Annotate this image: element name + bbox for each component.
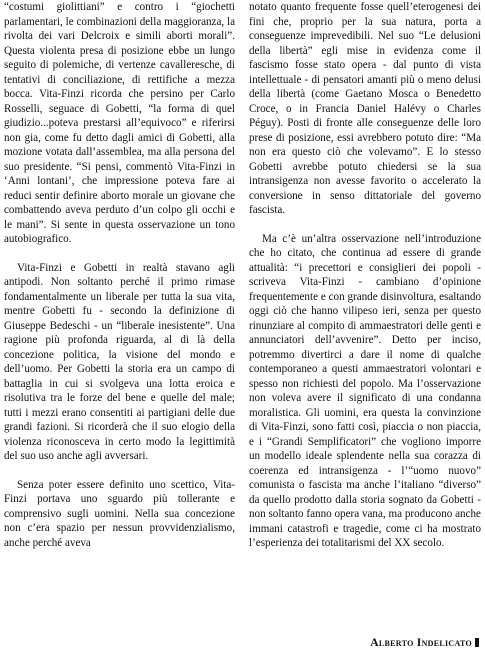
paragraph: notato quanto frequente fosse quell’eterogenesi dei fini che, proprio per la sua natura, porta a conseguenze imprevedibili. Nel suo “Le delusioni della libertà” egli mise in evidenza come il fascismo fosse stato opera - dal punto di vista intellettuale - di pensatori amanti più o meno delusi della libertà (come Gaetano Mosca o Benedetto Croce, o in Francia Daniel Halévy o Charles Péguy). Posti di fronte alle conseguenze delle loro prese di posizione, essi avrebbero potuto dire: “Ma non era questo ciò che volevamo”. E lo stesso Gobetti avrebbe potuto chiedersi se la sua intransigenza non avesse favorito o accelerato la conversione in senso dittatoriale del governo fascista. (249, 1, 481, 216)
author-name: Alberto Indelicato (370, 637, 472, 649)
paragraph: Ma c’è un’altra osservazione nell’introduzione che ho citato, che continua ad essere di grande attualità: “i precettori e consiglieri dei popoli - scriveva Vita-Finzi - cambiano d’opinione frequentemente e con grande disinvoltura, esaltando oggi ciò che hanno vilipeso ieri, senza per questo rinunziare al compito di ammaestratori delle genti e annunciatori dell’avvenire”. Detto per inciso, potremmo divertirci a dare il nome di qualche contemporaneo a questi ammaestratori volontari e spesso non richiesti del popolo. Ma l’osservazione non voleva avere il significato di una condanna moralistica. Gli uomini, era questa la convinzione di Vita-Finzi, sono fatti così, piaccia o non piaccia, e i “Grandi Semplificatori” che vogliono imporre un modello ideale splendente nella sua corazza di coerenza ed intransigenza - l’“uomo nuovo” comunista o fascista ma anche l’italiano “diverso” da quello prodotto dalla storia sognato da Gobetti - non soltanto fanno opera vana, ma producono anche immani catastrofi e tragedie, come ci ha mostrato l’esperienza dei totalitarismi del XX secolo. (249, 232, 481, 549)
article-column-right (249, 0, 481, 551)
end-of-article-mark (475, 638, 479, 647)
author-byline (370, 637, 479, 649)
paragraph: Senza poter essere definito uno scettico, Vita-Finzi portava uno sguardo più tollerante e comprensivo sugli uomini. Nella sua concezione non c’era spazio per nessun provvidenzialismo, anche perché aveva (4, 478, 235, 549)
paragraph: “costumi giolittiani” e contro i “giochetti parlamentari, le combinazioni della maggioranza, la rivolta dei vari Delcroix e simili aborti morali”. Questa violenta presa di posizione ebbe un lungo seguito di polemiche, di vertenze cavalleresche, di tentativi di conciliazione, di rettifiche a mezza bocca. Vita-Finzi ricorda che persino per Carlo Rosselli, seguace di Gobetti, “la forma di quel giudizio...poteva prestarsi all’equivoco” e riferirsi non gia, come fu detto dagli amici di Gobetti, alla mozione votata dall’assemblea, ma alla persona del suo presidente. “Si pensi, commentò Vita-Finzi in ‘Anni lontani’, che impressione poteva fare ai reduci sentir definire aborto morale un giovane che combattendo aveva perduto d’un colpo gli occhi e le mani”. Si sente in questa osservazione un tono autobiografico. (4, 1, 235, 245)
paragraph: Vita-Finzi e Gobetti in realtà stavano agli antipodi. Non soltanto perché il primo rimase fondamentalmente un liberale per tutta la sua vita, mentre Gobetti fu - secondo la definizione di Giuseppe Bedeschi - un “liberale inesistente”. Una ragione più profonda riguarda, al di là della concezione politica, la visione del mondo e dell’uomo. Per Gobetti la storia era un campo di battaglia in cui si svolgeva una lotta eroica e risolutiva tra le forze del bene e quelle del male; tutti i mezzi erano consentiti ai partigiani delle due grandi fazioni. Si ricorderà che il suo elogio della violenza riconosceva in certo modo la legittimità del suo uso anche agli avversari. (4, 261, 235, 462)
article-column-left (4, 0, 235, 550)
